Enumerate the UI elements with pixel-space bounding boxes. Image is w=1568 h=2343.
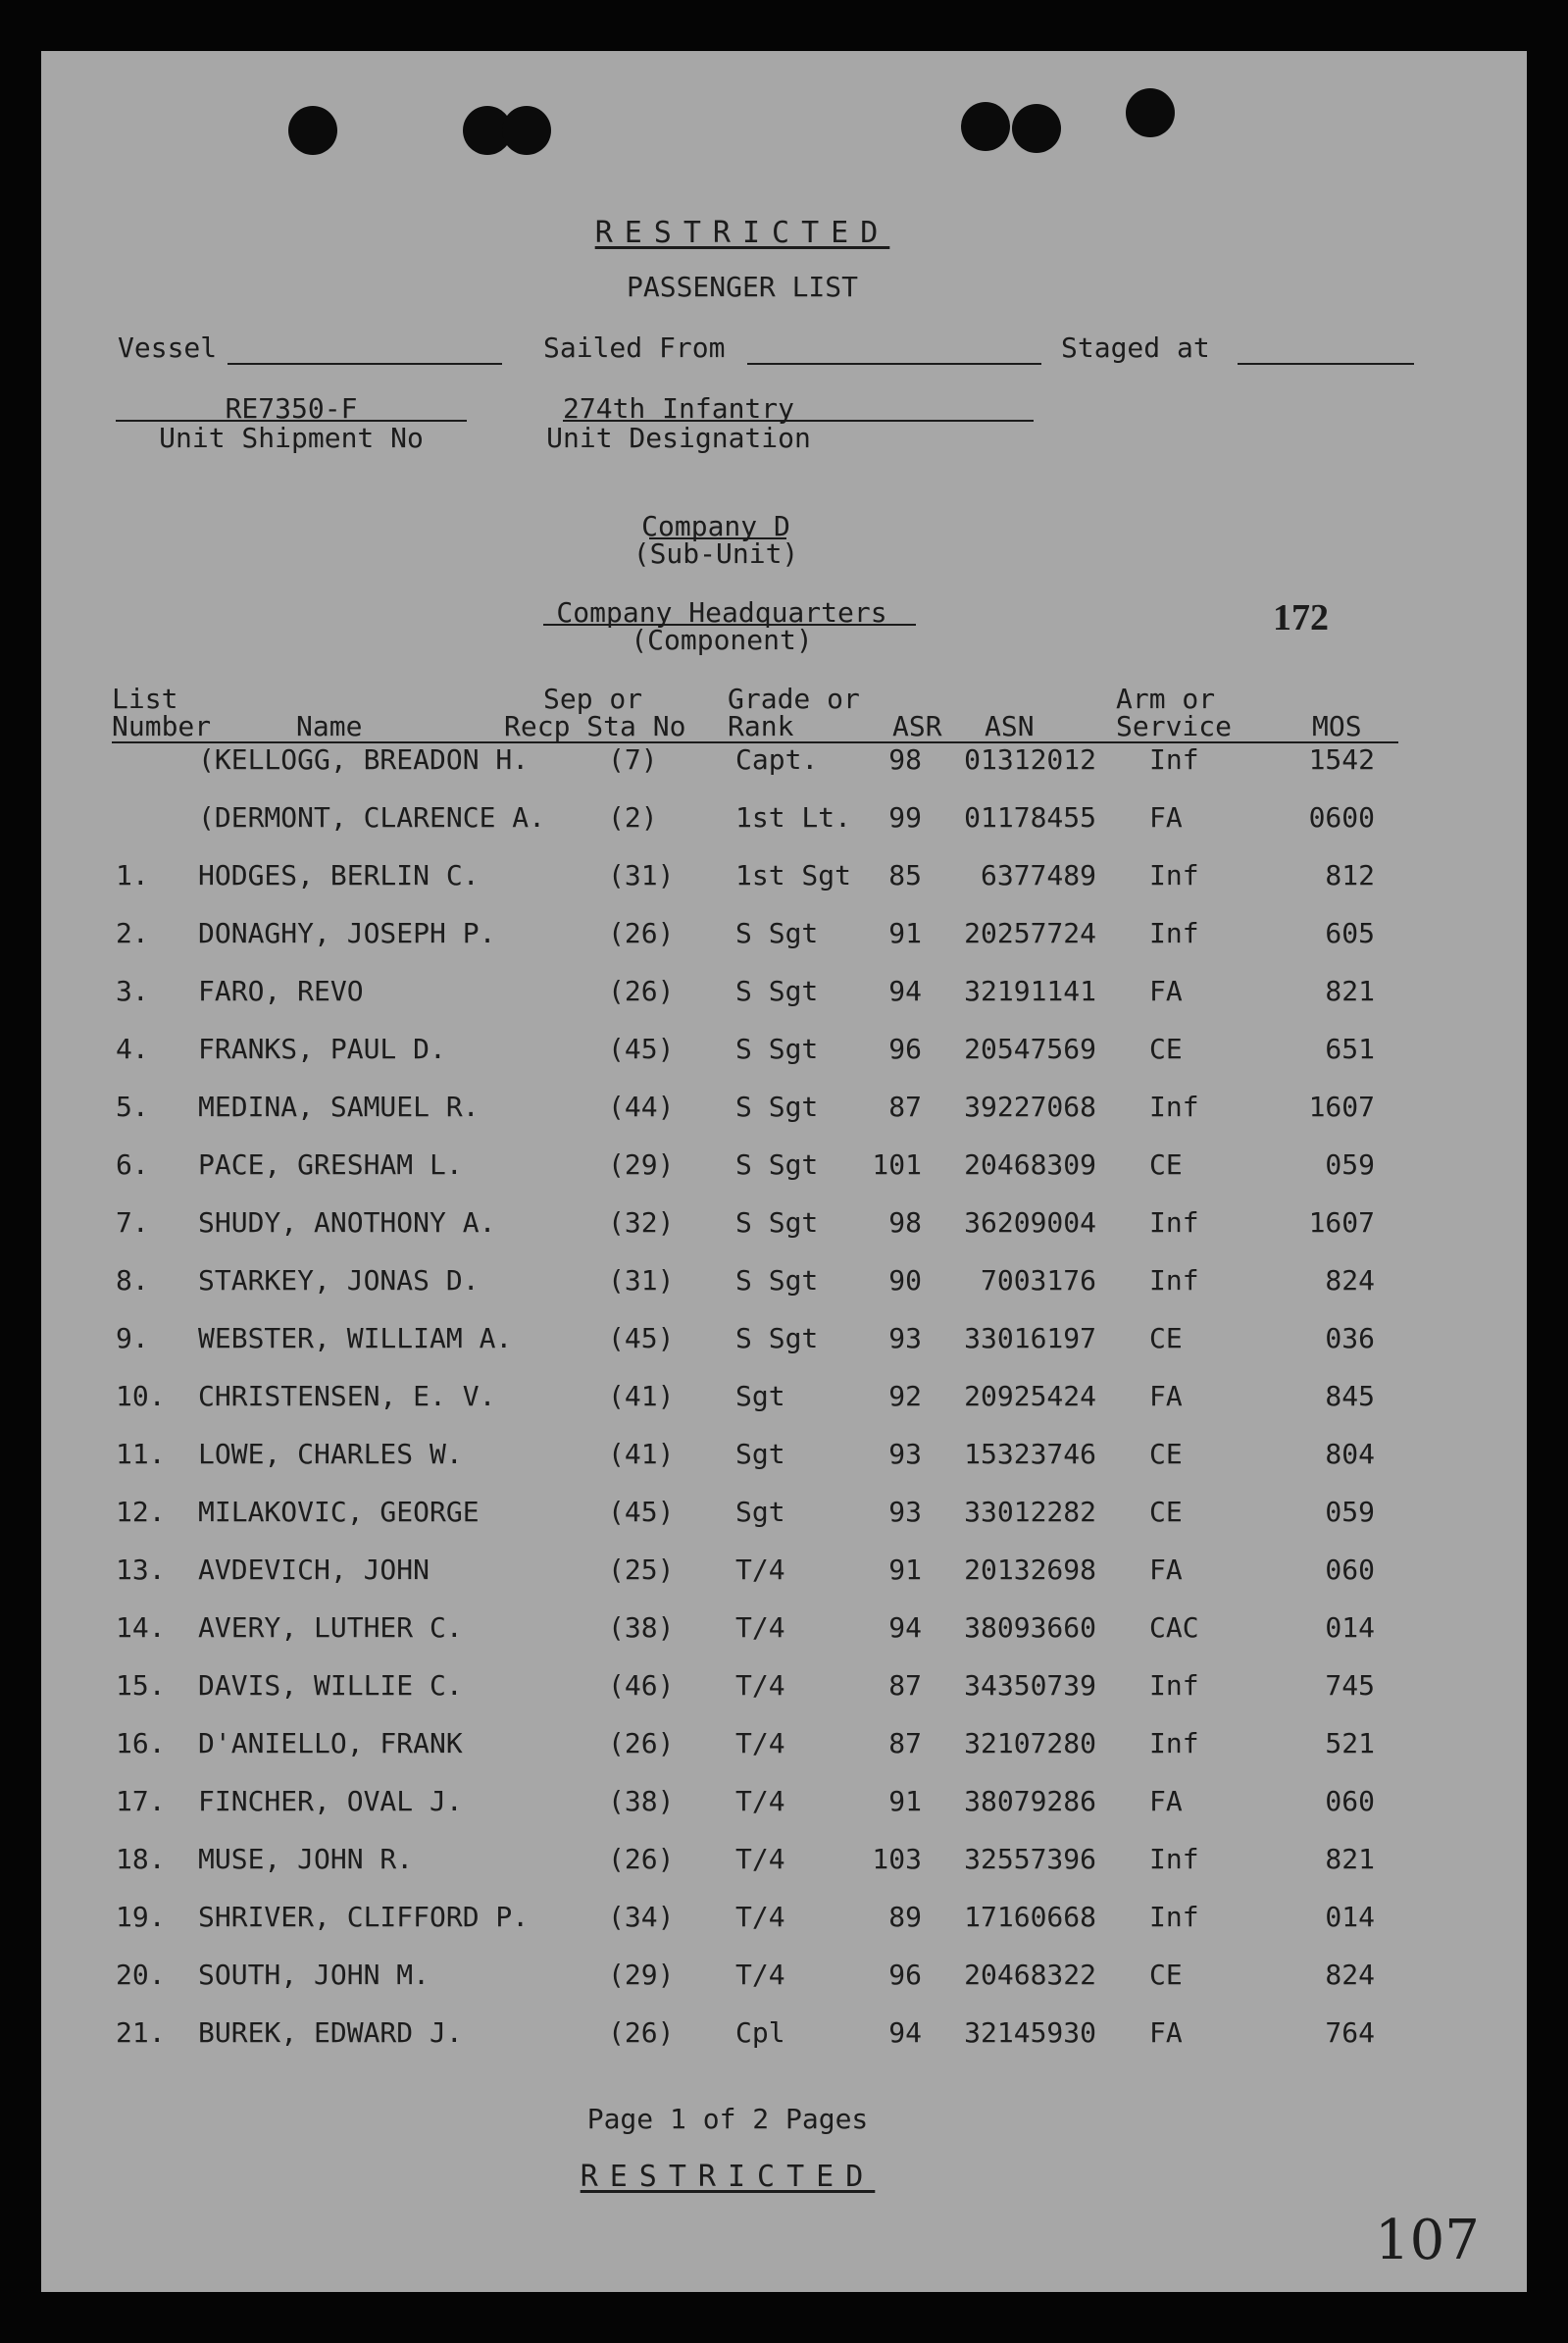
handwritten-page-number: 107 — [1375, 2209, 1480, 2272]
cell-asr: 93 — [888, 1438, 922, 1470]
cell-grade: Sgt — [735, 1438, 785, 1470]
cell-sep-recp-sta: (26) — [608, 975, 675, 1007]
cell-sep-recp-sta: (26) — [608, 1727, 675, 1759]
cell-mos: 824 — [1325, 1264, 1375, 1297]
cell-asr: 94 — [888, 975, 922, 1007]
cell-passenger-name: HODGES, BERLIN C. — [198, 859, 480, 891]
cell-list-number: 3. — [116, 975, 149, 1007]
unit-shipment-no: RE7350-F — [225, 392, 358, 425]
page-number-stamp: 172 — [1273, 597, 1329, 638]
cell-mos: 1607 — [1308, 1206, 1375, 1239]
cell-passenger-name: AVDEVICH, JOHN — [198, 1554, 430, 1586]
cell-sep-recp-sta: (45) — [608, 1496, 675, 1528]
cell-mos: 651 — [1325, 1033, 1375, 1065]
cell-asr: 94 — [888, 1611, 922, 1644]
cell-list-number: 14. — [116, 1611, 166, 1644]
cell-list-number: 17. — [116, 1785, 166, 1817]
cell-list-number: 7. — [116, 1206, 149, 1239]
cell-passenger-name: BUREK, EDWARD J. — [198, 2016, 463, 2049]
cell-asr: 85 — [888, 859, 922, 891]
punch-hole — [1126, 88, 1175, 137]
staged-at-field — [1238, 363, 1414, 365]
cell-arm-service: CAC — [1149, 1611, 1199, 1644]
cell-asr: 91 — [888, 917, 922, 949]
cell-list-number: 2. — [116, 917, 149, 949]
cell-asn: 20468322 — [964, 1959, 1096, 1991]
cell-arm-service: FA — [1149, 1554, 1183, 1586]
cell-mos: 605 — [1325, 917, 1375, 949]
sailed-from-label: Sailed From — [543, 331, 726, 364]
cell-mos: 521 — [1325, 1727, 1375, 1759]
cell-grade: T/4 — [735, 1785, 785, 1817]
cell-passenger-name: WEBSTER, WILLIAM A. — [198, 1322, 513, 1354]
punch-hole — [288, 106, 337, 155]
cell-sep-recp-sta: (25) — [608, 1554, 675, 1586]
cell-list-number: 12. — [116, 1496, 166, 1528]
sub-unit-label: (Sub-Unit) — [632, 537, 799, 570]
document-page — [41, 51, 1527, 2292]
cell-mos: 764 — [1325, 2016, 1375, 2049]
punch-hole — [961, 102, 1010, 151]
cell-grade: S Sgt — [735, 1033, 819, 1065]
classification-footer: RESTRICTED — [580, 2160, 876, 2194]
cell-asr: 99 — [888, 801, 922, 834]
cell-arm-service: CE — [1149, 1148, 1183, 1181]
cell-sep-recp-sta: (29) — [608, 1959, 675, 1991]
cell-asn: 20925424 — [964, 1380, 1096, 1412]
cell-passenger-name: DONAGHY, JOSEPH P. — [198, 917, 496, 949]
cell-list-number: 19. — [116, 1901, 166, 1933]
cell-arm-service: CE — [1149, 1959, 1183, 1991]
cell-passenger-name: (KELLOGG, BREADON H. — [198, 743, 530, 776]
cell-asn: 01178455 — [964, 801, 1096, 834]
cell-arm-service: CE — [1149, 1033, 1183, 1065]
cell-sep-recp-sta: (29) — [608, 1148, 675, 1181]
cell-passenger-name: FARO, REVO — [198, 975, 364, 1007]
cell-grade: T/4 — [735, 1554, 785, 1586]
cell-asr: 90 — [888, 1264, 922, 1297]
cell-passenger-name: AVERY, LUTHER C. — [198, 1611, 463, 1644]
cell-passenger-name: SHUDY, ANOTHONY A. — [198, 1206, 496, 1239]
cell-mos: 060 — [1325, 1554, 1375, 1586]
cell-arm-service: Inf — [1149, 1843, 1199, 1875]
cell-asr: 98 — [888, 743, 922, 776]
cell-mos: 804 — [1325, 1438, 1375, 1470]
cell-list-number: 16. — [116, 1727, 166, 1759]
cell-grade: T/4 — [735, 1959, 785, 1991]
cell-grade: S Sgt — [735, 1206, 819, 1239]
cell-asn: 36209004 — [964, 1206, 1096, 1239]
cell-grade: T/4 — [735, 1727, 785, 1759]
cell-asr: 91 — [888, 1554, 922, 1586]
cell-arm-service: FA — [1149, 801, 1183, 834]
cell-list-number: 20. — [116, 1959, 166, 1991]
col-asn: ASN — [985, 710, 1035, 742]
cell-grade: S Sgt — [735, 1322, 819, 1354]
cell-grade: Sgt — [735, 1380, 785, 1412]
cell-asr: 93 — [888, 1322, 922, 1354]
cell-asr: 87 — [888, 1669, 922, 1702]
punch-hole — [1012, 104, 1061, 153]
unit-designation-label: Unit Designation — [546, 422, 811, 454]
cell-arm-service: Inf — [1149, 1669, 1199, 1702]
cell-asr: 96 — [888, 1033, 922, 1065]
cell-arm-service: CE — [1149, 1322, 1183, 1354]
cell-mos: 845 — [1325, 1380, 1375, 1412]
cell-mos: 059 — [1325, 1148, 1375, 1181]
cell-asr: 87 — [888, 1727, 922, 1759]
cell-asr: 103 — [872, 1843, 922, 1875]
col-sep-recp-line1: Sep or — [543, 683, 643, 715]
cell-asr: 89 — [888, 1901, 922, 1933]
cell-list-number: 13. — [116, 1554, 166, 1586]
unit-shipment-label: Unit Shipment No — [159, 422, 424, 454]
cell-asn: 20468309 — [964, 1148, 1096, 1181]
col-arm-line1: Arm or — [1116, 683, 1216, 715]
cell-arm-service: CE — [1149, 1438, 1183, 1470]
cell-sep-recp-sta: (45) — [608, 1322, 675, 1354]
page-info: Page 1 of 2 Pages — [586, 2103, 869, 2135]
cell-sep-recp-sta: (2) — [608, 801, 658, 834]
col-list-number-line1: List — [112, 683, 178, 715]
cell-passenger-name: SHRIVER, CLIFFORD P. — [198, 1901, 530, 1933]
cell-sep-recp-sta: (38) — [608, 1785, 675, 1817]
cell-arm-service: CE — [1149, 1496, 1183, 1528]
cell-arm-service: FA — [1149, 975, 1183, 1007]
cell-asn: 20132698 — [964, 1554, 1096, 1586]
classification-header: RESTRICTED — [594, 216, 890, 250]
col-sep-recp-line2: Recp Sta No — [504, 710, 686, 742]
cell-grade: 1st Sgt — [735, 859, 852, 891]
cell-passenger-name: D'ANIELLO, FRANK — [198, 1727, 463, 1759]
cell-sep-recp-sta: (31) — [608, 859, 675, 891]
cell-list-number: 15. — [116, 1669, 166, 1702]
cell-sep-recp-sta: (7) — [608, 743, 658, 776]
cell-asn: 32145930 — [964, 2016, 1096, 2049]
cell-mos: 1607 — [1308, 1091, 1375, 1123]
cell-list-number: 8. — [116, 1264, 149, 1297]
cell-passenger-name: MILAKOVIC, GEORGE — [198, 1496, 480, 1528]
component-label: (Component) — [631, 624, 813, 656]
cell-sep-recp-sta: (26) — [608, 2016, 675, 2049]
punch-hole — [502, 106, 551, 155]
cell-grade: T/4 — [735, 1901, 785, 1933]
unit-designation: 274th Infantry — [562, 392, 795, 425]
cell-sep-recp-sta: (45) — [608, 1033, 675, 1065]
cell-mos: 745 — [1325, 1669, 1375, 1702]
col-arm-line2: Service — [1116, 710, 1233, 742]
cell-arm-service: Inf — [1149, 743, 1199, 776]
cell-list-number: 6. — [116, 1148, 149, 1181]
cell-asr: 92 — [888, 1380, 922, 1412]
cell-grade: Sgt — [735, 1496, 785, 1528]
cell-passenger-name: (DERMONT, CLARENCE A. — [198, 801, 546, 834]
cell-asr: 98 — [888, 1206, 922, 1239]
col-grade-line1: Grade or — [728, 683, 860, 715]
cell-asn: 33016197 — [964, 1322, 1096, 1354]
cell-sep-recp-sta: (34) — [608, 1901, 675, 1933]
component: Company Headquarters — [556, 596, 887, 629]
cell-sep-recp-sta: (41) — [608, 1380, 675, 1412]
cell-asn: 34350739 — [964, 1669, 1096, 1702]
cell-mos: 1542 — [1308, 743, 1375, 776]
cell-list-number: 18. — [116, 1843, 166, 1875]
cell-asr: 91 — [888, 1785, 922, 1817]
cell-sep-recp-sta: (31) — [608, 1264, 675, 1297]
cell-passenger-name: CHRISTENSEN, E. V. — [198, 1380, 496, 1412]
cell-asr: 87 — [888, 1091, 922, 1123]
col-list-number-line2: Number — [112, 710, 212, 742]
cell-passenger-name: STARKEY, JONAS D. — [198, 1264, 480, 1297]
cell-grade: 1st Lt. — [735, 801, 852, 834]
cell-passenger-name: LOWE, CHARLES W. — [198, 1438, 463, 1470]
cell-sep-recp-sta: (44) — [608, 1091, 675, 1123]
cell-arm-service: Inf — [1149, 1264, 1199, 1297]
cell-passenger-name: FINCHER, OVAL J. — [198, 1785, 463, 1817]
cell-passenger-name: MEDINA, SAMUEL R. — [198, 1091, 480, 1123]
cell-sep-recp-sta: (32) — [608, 1206, 675, 1239]
cell-arm-service: Inf — [1149, 1091, 1199, 1123]
cell-asn: 15323746 — [964, 1438, 1096, 1470]
cell-grade: Cpl — [735, 2016, 785, 2049]
cell-asn: 17160668 — [964, 1901, 1096, 1933]
cell-passenger-name: DAVIS, WILLIE C. — [198, 1669, 463, 1702]
vessel-label: Vessel — [118, 331, 218, 364]
cell-grade: S Sgt — [735, 1091, 819, 1123]
cell-arm-service: Inf — [1149, 1901, 1199, 1933]
cell-grade: T/4 — [735, 1843, 785, 1875]
sub-unit: Company D — [641, 510, 790, 542]
cell-asn: 38093660 — [964, 1611, 1096, 1644]
cell-sep-recp-sta: (41) — [608, 1438, 675, 1470]
cell-mos: 824 — [1325, 1959, 1375, 1991]
cell-mos: 059 — [1325, 1496, 1375, 1528]
col-name: Name — [296, 710, 363, 742]
cell-asn: 6377489 — [980, 859, 1096, 891]
cell-sep-recp-sta: (26) — [608, 1843, 675, 1875]
cell-mos: 821 — [1325, 975, 1375, 1007]
cell-grade: Capt. — [735, 743, 819, 776]
cell-arm-service: FA — [1149, 1785, 1183, 1817]
cell-asn: 7003176 — [980, 1264, 1096, 1297]
cell-sep-recp-sta: (46) — [608, 1669, 675, 1702]
cell-mos: 014 — [1325, 1611, 1375, 1644]
cell-asr: 101 — [872, 1148, 922, 1181]
cell-asn: 39227068 — [964, 1091, 1096, 1123]
cell-grade: S Sgt — [735, 917, 819, 949]
cell-list-number: 11. — [116, 1438, 166, 1470]
cell-asn: 33012282 — [964, 1496, 1096, 1528]
sailed-from-field — [747, 363, 1041, 365]
cell-arm-service: FA — [1149, 1380, 1183, 1412]
col-grade-line2: Rank — [728, 710, 794, 742]
cell-list-number: 1. — [116, 859, 149, 891]
cell-asn: 32191141 — [964, 975, 1096, 1007]
col-mos: MOS — [1312, 710, 1362, 742]
cell-asn: 20257724 — [964, 917, 1096, 949]
staged-at-label: Staged at — [1061, 331, 1210, 364]
cell-arm-service: Inf — [1149, 1206, 1199, 1239]
vessel-field — [228, 363, 502, 365]
cell-arm-service: Inf — [1149, 1727, 1199, 1759]
cell-list-number: 10. — [116, 1380, 166, 1412]
cell-list-number: 9. — [116, 1322, 149, 1354]
cell-passenger-name: SOUTH, JOHN M. — [198, 1959, 430, 1991]
cell-grade: S Sgt — [735, 975, 819, 1007]
cell-mos: 0600 — [1308, 801, 1375, 834]
cell-asn: 32557396 — [964, 1843, 1096, 1875]
cell-asr: 96 — [888, 1959, 922, 1991]
cell-asn: 32107280 — [964, 1727, 1096, 1759]
cell-sep-recp-sta: (26) — [608, 917, 675, 949]
cell-mos: 060 — [1325, 1785, 1375, 1817]
cell-grade: T/4 — [735, 1611, 785, 1644]
col-asr: ASR — [892, 710, 942, 742]
cell-asn: 01312012 — [964, 743, 1096, 776]
cell-arm-service: Inf — [1149, 917, 1199, 949]
cell-grade: T/4 — [735, 1669, 785, 1702]
cell-asr: 93 — [888, 1496, 922, 1528]
cell-list-number: 5. — [116, 1091, 149, 1123]
cell-mos: 014 — [1325, 1901, 1375, 1933]
cell-list-number: 4. — [116, 1033, 149, 1065]
cell-grade: S Sgt — [735, 1264, 819, 1297]
cell-passenger-name: MUSE, JOHN R. — [198, 1843, 414, 1875]
cell-arm-service: Inf — [1149, 859, 1199, 891]
cell-passenger-name: PACE, GRESHAM L. — [198, 1148, 463, 1181]
cell-asn: 38079286 — [964, 1785, 1096, 1817]
document-title: PASSENGER LIST — [626, 271, 859, 303]
cell-asr: 94 — [888, 2016, 922, 2049]
cell-mos: 812 — [1325, 859, 1375, 891]
cell-arm-service: FA — [1149, 2016, 1183, 2049]
cell-mos: 821 — [1325, 1843, 1375, 1875]
cell-asn: 20547569 — [964, 1033, 1096, 1065]
cell-sep-recp-sta: (38) — [608, 1611, 675, 1644]
cell-passenger-name: FRANKS, PAUL D. — [198, 1033, 446, 1065]
cell-grade: S Sgt — [735, 1148, 819, 1181]
cell-mos: 036 — [1325, 1322, 1375, 1354]
cell-list-number: 21. — [116, 2016, 166, 2049]
